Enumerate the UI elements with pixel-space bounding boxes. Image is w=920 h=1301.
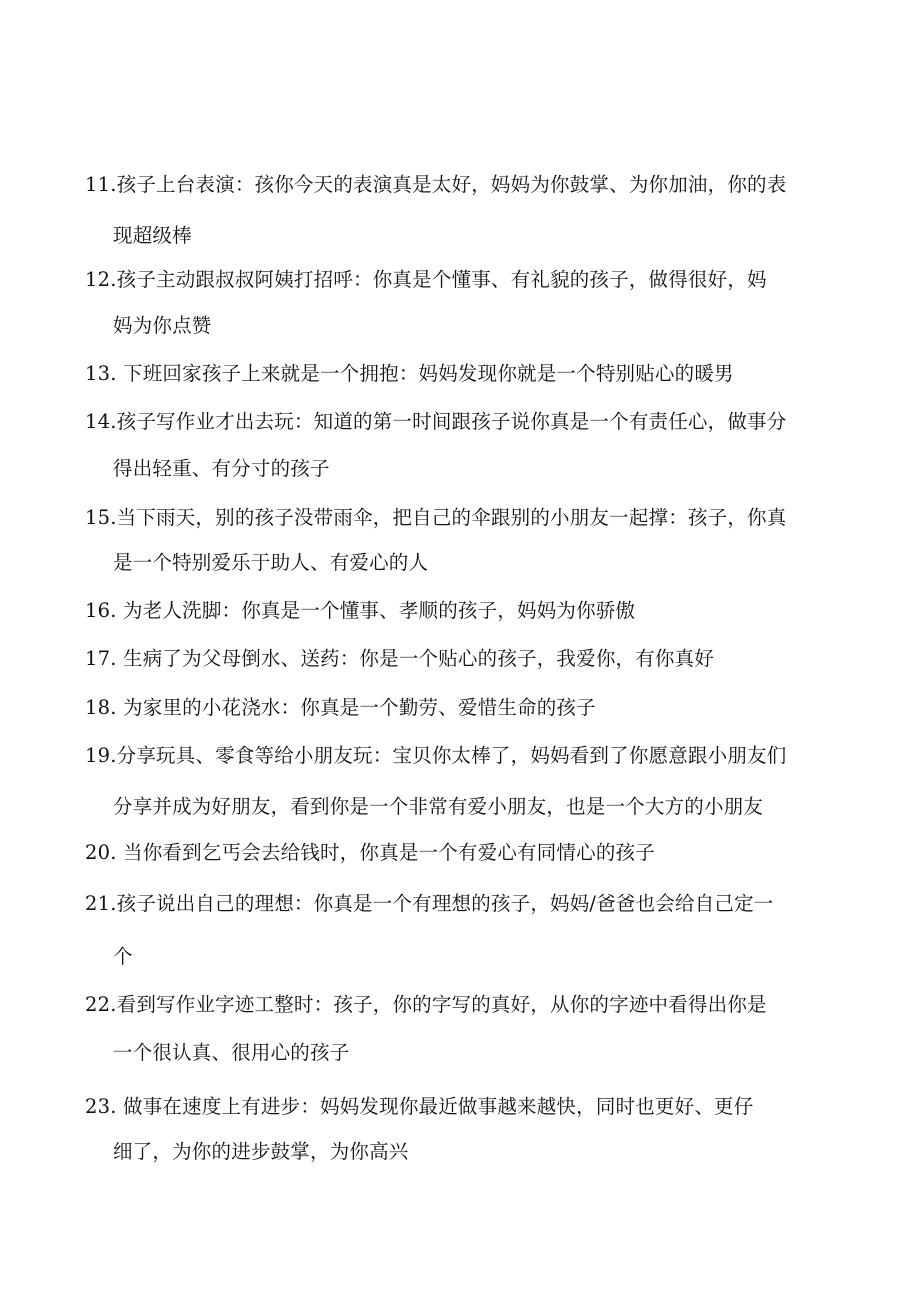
item-text: 做事在速度上有进步：妈妈发现你最近做事越来越快，同时也更好、更仔 (116, 1095, 754, 1118)
item-text: 分享玩具、零食等给小朋友玩：宝贝你太棒了，妈妈看到了你愿意跟小朋友们 (116, 744, 787, 767)
item-number: 17. (85, 647, 117, 670)
item-text-continued: 妈为你点赞 (113, 314, 212, 337)
item-number: 14. (85, 410, 117, 433)
item-number: 11. (85, 173, 117, 196)
item-text: 为家里的小花浇水：你真是一个勤劳、爱惜生命的孩子 (116, 696, 596, 719)
item-text-continued: 个 (113, 945, 133, 968)
item-text: 当你看到乞丐会去给钱时，你真是一个有爱心有同情心的孩子 (116, 841, 655, 864)
item-number: 13. (85, 362, 117, 385)
item-text: 下班回家孩子上来就是一个拥抱：妈妈发现你就是一个特别贴心的暖男 (116, 362, 734, 385)
item-text-continued: 是一个特别爱乐于助人、有爱心的人 (113, 551, 429, 574)
item-text-continued: 现超级棒 (113, 224, 192, 247)
item-number: 22. (85, 993, 117, 1016)
item-text: 孩子主动跟叔叔阿姨打招呼：你真是个懂事、有礼貌的孩子，做得很好，妈 (116, 268, 767, 291)
item-number: 16. (85, 599, 117, 622)
item-text: 看到写作业字迹工整时：孩子，你的字写的真好，从你的字迹中看得出你是 (116, 993, 767, 1016)
item-number: 15. (85, 506, 117, 529)
item-text: 当下雨天，别的孩子没带雨伞，把自己的伞跟别的小朋友一起撑：孩子，你真 (116, 506, 787, 529)
item-text: 孩子上台表演：孩你今天的表演真是太好，妈妈为你鼓掌、为你加油，你的表 (116, 173, 787, 196)
item-text: 孩子说出自己的理想：你真是一个有理想的孩子，妈妈/爸爸也会给自己定一 (116, 892, 774, 915)
item-text: 生病了为父母倒水、送药：你是一个贴心的孩子，我爱你，有你真好 (116, 647, 715, 670)
item-number: 23. (85, 1095, 117, 1118)
item-number: 18. (85, 696, 117, 719)
item-text-continued: 分享并成为好朋友，看到你是一个非常有爱小朋友，也是一个大方的小朋友 (113, 795, 764, 818)
item-number: 21. (85, 892, 117, 915)
item-text: 孩子写作业才出去玩：知道的第一时间跟孩子说你真是一个有责任心，做事分 (116, 410, 787, 433)
item-text: 为老人洗脚：你真是一个懂事、孝顺的孩子，妈妈为你骄傲 (116, 599, 636, 622)
item-text-continued: 细了，为你的进步鼓掌，为你高兴 (113, 1140, 409, 1163)
item-text-continued: 得出轻重、有分寸的孩子 (113, 457, 330, 480)
item-text-continued: 一个很认真、很用心的孩子 (113, 1041, 350, 1064)
item-number: 19. (85, 744, 117, 767)
item-number: 12. (85, 268, 117, 291)
item-number: 20. (85, 841, 117, 864)
